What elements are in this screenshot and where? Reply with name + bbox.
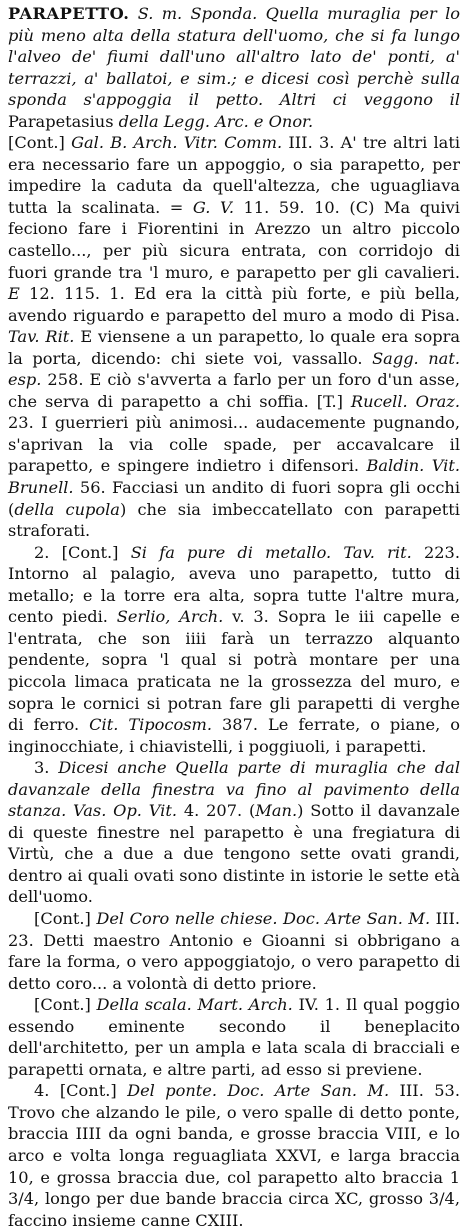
italic-run: Man. xyxy=(255,801,298,821)
text-run: [Cont.] xyxy=(8,133,72,153)
italic-run: Dicesi anche Quella parte di muraglia che dal davanzale della finestra va fino al pavimento della stanza. Vas. Op. Vit. xyxy=(8,758,460,821)
italic-run: Tav. Rit. xyxy=(8,327,75,347)
text-run: Parapetasius xyxy=(8,111,119,131)
text-run: ) che sia imbeccatellato con parapetti straforati. xyxy=(8,499,460,541)
text-run: 223. Intorno al palagio, aveva uno parapetto, tutto di metallo; e la torre era alta, sopra tutte l'altre mura, cento piedi. xyxy=(8,542,460,627)
text-run: 3. xyxy=(34,758,59,778)
text-run: 12. 115. 1. Ed era la città più forte, e più bella, avendo riguardo e parapetto del muro a modo di Pisa. xyxy=(8,284,460,325)
text-run: 23. I guerrieri più animosi... audacemente pugnando, s'aprivan la via colle spade, per accavalcare il parapetto, e spingere indietro i difensori. xyxy=(8,413,460,476)
text-run: 56. Facciasi un andito di fuori sopra gli occhi ( xyxy=(8,478,460,519)
text-run: 11. 59. 10. (C) Ma quivi fecionо fare i Fiorentini in Arezzo un altro piccolo castello..., per più sicura entrata, con corridojo di fuori grande tra 'l muro, e parapetto per gli cavalieri. xyxy=(8,197,460,282)
italic-run: della Legg. Arc. e Onor. xyxy=(118,111,314,131)
italic-run: Gal. B. Arch. Vitr. Comm. xyxy=(71,133,283,153)
sense-3 xyxy=(8,757,460,908)
entry-definition xyxy=(8,3,460,132)
italic-run: Serlio, Arch. xyxy=(116,607,224,627)
text-run: III. 53. Trovo che alzando le pile, o vero spalle di detto ponte, braccia IIII da ogni banda, e grosse braccia VIII, e lo arco e volta longa reguagliata XXVI, e larga braccia 10, e grossa braccia due, col parapetto alto braccia 1 3/4, longo per due bande braccia circa XC, grosso 3/4, faccino insieme canne CXIII. xyxy=(8,1081,460,1230)
italic-run: S. m. Sponda. Quella muraglia per lo più meno alta della statura dell'uomo, che si fa lungo l'alveo de' fiumi dall'uno all'altro lato de' ponti, a' terrazzi, a' ballatoi, e sim.; e dicesi così perchè sulla sponda s'appoggia il petto. Altri ci veggono il xyxy=(8,4,460,110)
italic-run: G. V. xyxy=(192,197,234,217)
italic-run: Si fa pure di metallo. Tav. rit. xyxy=(130,542,412,562)
text-run: III. 3. A' tre altri lati era necessario fare un appoggio, o sia parapetto, per impedire la caduta da quell'altezza, che uguagliava tutta la scalinata. = xyxy=(8,133,461,217)
text-run: 4. [Cont.] xyxy=(34,1081,128,1101)
sense-3-scala xyxy=(8,994,460,1080)
italic-run: E xyxy=(8,284,20,304)
text-run: E viensene a un parapetto, lo quale era sopra la porta, dicendo: chi siete voi, vassallo. xyxy=(8,327,460,368)
italic-run: Sagg. nat. esp. xyxy=(8,348,460,390)
text-run: 2. [Cont.] xyxy=(34,542,131,562)
text-run: v. 3. Sopra le iii capelle e l'entrata, che son iiii farà un terrazzo alquanto pendente, sopra 'l qual si potrà montare per una piccola limaca praticata ne la grossezza del muro, e sopra le cornici si potran fare gli parapetti di verghe di ferro. xyxy=(8,607,460,735)
text-run: ) Sotto il davanzale di queste finestre nel parapetto è una fregiatura di Virtù, che a due a due tengono sette ovati grandi, dentro ai quali ovati sono distinte in istorie le sette età dell'uomo. xyxy=(8,801,460,907)
sense-3-coro xyxy=(8,908,460,994)
text-run: III. 23. Detti maestro Antonio e Gioanni si obbrigano a fare la forma, o vero appoggiatojo, o vero parapetto di detto coro... a volontà di detto priore. xyxy=(8,908,460,993)
italic-run: Rucell. Oraz. xyxy=(350,391,460,411)
entry-citations xyxy=(8,132,460,541)
text-run: 387. Le ferrate, o piane, o inginocchiate, i chiavistelli, i poggiuoli, i parapetti. xyxy=(8,715,460,756)
italic-run: Del Coro nelle chiese. Doc. Arte San. M. xyxy=(96,908,431,928)
italic-run: Baldin. Vit. Brunell. xyxy=(8,456,460,498)
text-run: IV. 1. Il qual poggio essendo eminente secondo il beneplacito dell'architetto, per un ampla e lata scala di bracciali e parapetti ornata, e altre parti, ad esso si previene. xyxy=(8,995,460,1079)
text-run: 4. 207. ( xyxy=(177,801,256,821)
italic-run: Del ponte. Doc. Arte San. M. xyxy=(127,1081,390,1101)
text-run: [Cont.] xyxy=(34,908,97,928)
italic-run: della cupola xyxy=(14,499,120,519)
text-run: 258. E ciò s'avverta a farlo per un foro d'un asse, che serva di parapetto a chi soffia. [T.] xyxy=(8,370,460,411)
text-run: [Cont.] xyxy=(34,995,97,1015)
italic-run: Cit. Tipocosm. xyxy=(89,715,213,735)
headword: PARAPETTO. xyxy=(8,4,130,23)
sense-2 xyxy=(8,542,460,757)
sense-4 xyxy=(8,1080,460,1231)
italic-run: Della scala. Mart. Arch. xyxy=(96,995,293,1015)
